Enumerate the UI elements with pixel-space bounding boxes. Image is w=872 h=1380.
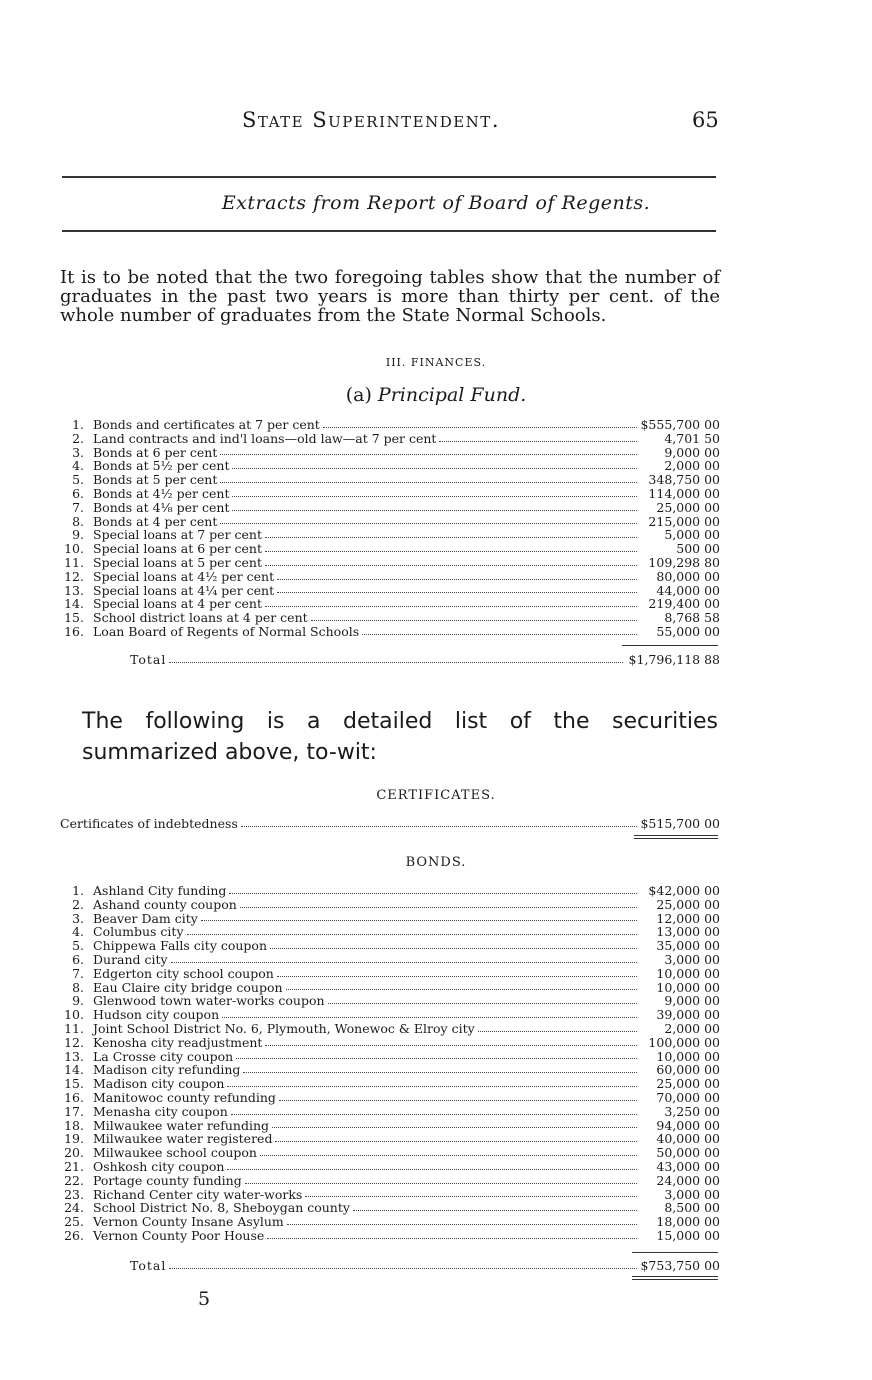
row-label: Special loans at 4 per cent <box>93 596 262 612</box>
fund-row <box>60 515 720 529</box>
row-number: 14. <box>64 596 84 612</box>
row-label: Beaver Dam city <box>93 910 198 926</box>
row-amount: 44,000 00 <box>656 582 720 598</box>
bonds-table <box>60 884 720 1243</box>
dot-leader <box>478 1022 637 1032</box>
row-amount: 35,000 00 <box>656 938 720 954</box>
dot-leader <box>231 1105 637 1115</box>
dot-leader <box>220 446 637 456</box>
row-number: 11. <box>64 554 84 570</box>
row-number: 9. <box>72 993 84 1009</box>
row-label: Special loans at 6 per cent <box>93 541 262 557</box>
row-amount: 94,000 00 <box>656 1117 720 1133</box>
bond-row <box>60 1077 720 1091</box>
bond-row <box>60 1132 720 1146</box>
row-number: 16. <box>64 623 84 639</box>
row-number: 20. <box>64 1145 84 1161</box>
row-number: 18. <box>64 1117 84 1133</box>
row-number: 15. <box>64 610 84 626</box>
row-amount: 2,000 00 <box>664 1020 720 1036</box>
bond-row <box>60 1022 720 1036</box>
bonds-total-amount: $753,750 00 <box>640 1258 720 1273</box>
certificates-leader <box>241 816 637 827</box>
row-number: 3. <box>72 444 84 460</box>
bond-row <box>60 1229 720 1243</box>
row-number: 26. <box>64 1227 84 1243</box>
row-label: School district loans at 4 per cent <box>93 610 308 626</box>
bonds-total-rule-2 <box>632 1279 718 1280</box>
dot-leader <box>362 625 637 635</box>
fund-row <box>60 459 720 473</box>
running-head: State Superintendent. <box>242 108 500 132</box>
bond-row <box>60 1091 720 1105</box>
bond-row <box>60 953 720 967</box>
principal-total-rule <box>622 645 718 646</box>
bond-row <box>60 898 720 912</box>
principal-total-row <box>60 652 720 667</box>
dot-leader <box>323 418 637 428</box>
row-amount: 4,701 50 <box>664 430 720 446</box>
dot-leader <box>201 912 637 922</box>
certificates-rule-2 <box>634 838 718 839</box>
row-amount: 2,000 00 <box>664 458 720 474</box>
row-label: Land contracts and ind'l loans—old law—at 7 per cent <box>93 430 437 446</box>
row-amount: $42,000 00 <box>648 883 720 898</box>
fund-row <box>60 611 720 625</box>
row-amount: 25,000 00 <box>656 499 720 515</box>
row-number: 15. <box>64 1076 84 1092</box>
dot-leader <box>275 1132 637 1142</box>
bond-row <box>60 994 720 1008</box>
dot-leader <box>279 1091 637 1101</box>
securities-intro: The following is a detailed list of the securities summarized above, to-wit: <box>82 709 718 765</box>
row-amount: 3,000 00 <box>664 1186 720 1202</box>
certificates-heading: CERTIFICATES. <box>376 788 496 803</box>
row-amount: 8,500 00 <box>664 1200 720 1216</box>
row-amount: 219,400 00 <box>648 596 720 612</box>
bonds-heading: BONDS. <box>405 855 467 870</box>
row-label: Richand Center city water-works <box>93 1186 303 1202</box>
row-number: 1. <box>72 883 84 898</box>
row-amount: 348,750 00 <box>648 472 720 488</box>
top-rule <box>62 176 716 178</box>
bond-row <box>60 939 720 953</box>
dot-leader <box>227 1077 637 1087</box>
row-number: 5. <box>72 938 84 954</box>
dot-leader <box>243 1063 637 1073</box>
principal-total-leader <box>169 652 623 663</box>
row-label: Edgerton city school coupon <box>93 965 274 981</box>
row-label: Bonds at 4 per cent <box>93 513 218 529</box>
certificates-label: Certificates of indebtedness <box>60 816 238 831</box>
row-amount: 109,298 80 <box>648 554 720 570</box>
row-number: 14. <box>64 1062 84 1078</box>
dot-leader <box>245 1174 637 1184</box>
bond-row <box>60 1063 720 1077</box>
dot-leader <box>286 981 637 991</box>
dot-leader <box>265 1036 637 1046</box>
row-amount: 24,000 00 <box>656 1172 720 1188</box>
bond-row <box>60 1215 720 1229</box>
row-label: Kenosha city readjustment <box>93 1034 263 1050</box>
row-number: 4. <box>72 458 84 474</box>
signature-mark: 5 <box>198 1288 211 1310</box>
bond-row <box>60 1036 720 1050</box>
bond-row <box>60 912 720 926</box>
fund-row <box>60 556 720 570</box>
dot-leader <box>328 994 637 1004</box>
row-label: Hudson city coupon <box>93 1007 220 1023</box>
row-amount: 39,000 00 <box>656 1007 720 1023</box>
row-label: Menasha city coupon <box>93 1103 228 1119</box>
certificates-row <box>60 816 720 831</box>
row-label: Bonds at 5½ per cent <box>93 458 230 474</box>
row-amount: 25,000 00 <box>656 896 720 912</box>
bond-row <box>60 1174 720 1188</box>
row-number: 13. <box>64 1048 84 1064</box>
row-label: Manitowoc county refunding <box>93 1089 276 1105</box>
dot-leader <box>220 473 637 483</box>
row-number: 13. <box>64 582 84 598</box>
row-number: 25. <box>64 1214 84 1230</box>
intro-paragraph: It is to be noted that the two foregoing tables show that the number of graduates in the past two years is more than thirty per cent. of the whole number of graduates from the State Normal Schools. <box>60 267 720 326</box>
bond-row <box>60 1119 720 1133</box>
row-label: Milwaukee school coupon <box>93 1145 257 1161</box>
row-amount: 15,000 00 <box>656 1227 720 1243</box>
row-number: 12. <box>64 1034 84 1050</box>
dot-leader <box>267 1229 637 1239</box>
row-number: 3. <box>72 910 84 926</box>
fund-row <box>60 501 720 515</box>
bond-row <box>60 1201 720 1215</box>
bond-row <box>60 1105 720 1119</box>
bond-row <box>60 981 720 995</box>
bond-row <box>60 884 720 898</box>
row-label: Milwaukee water refunding <box>93 1117 270 1133</box>
row-amount: 10,000 00 <box>656 979 720 995</box>
dot-leader <box>439 432 637 442</box>
dot-leader <box>220 515 637 525</box>
row-amount: 80,000 00 <box>656 568 720 584</box>
bond-row <box>60 1188 720 1202</box>
dot-leader <box>260 1146 637 1156</box>
row-label: Bonds at 6 per cent <box>93 444 218 460</box>
dot-leader <box>222 1008 637 1018</box>
row-label: Loan Board of Regents of Normal Schools <box>93 623 360 639</box>
row-label: Ashland City funding <box>93 883 227 898</box>
row-number: 6. <box>72 485 84 501</box>
row-label: Madison city refunding <box>93 1062 241 1078</box>
row-label: School District No. 8, Sheboygan county <box>93 1200 350 1216</box>
principal-total-label: Total <box>130 652 167 667</box>
row-label: Vernon County Insane Asylum <box>93 1214 284 1230</box>
principal-fund-title: Principal Fund. <box>377 384 527 406</box>
principal-total-amount: $1,796,118 88 <box>628 652 720 667</box>
row-amount: 40,000 00 <box>656 1131 720 1147</box>
row-label: Vernon County Poor House <box>93 1227 265 1243</box>
row-number: 22. <box>64 1172 84 1188</box>
row-label: Eau Claire city bridge coupon <box>93 979 283 995</box>
bonds-total-row <box>60 1258 720 1273</box>
row-amount: 215,000 00 <box>648 513 720 529</box>
fund-row <box>60 418 720 432</box>
fund-row <box>60 528 720 542</box>
row-amount: 5,000 00 <box>664 527 720 543</box>
subtitle-rule <box>62 230 716 232</box>
dot-leader <box>227 1160 637 1170</box>
row-amount: 55,000 00 <box>656 623 720 639</box>
fund-row <box>60 473 720 487</box>
row-label: Special loans at 4¼ per cent <box>93 582 275 598</box>
row-label: Portage county funding <box>93 1172 242 1188</box>
dot-leader <box>265 528 637 538</box>
row-label: Special loans at 7 per cent <box>93 527 262 543</box>
dot-leader <box>353 1201 637 1211</box>
fund-row <box>60 570 720 584</box>
fund-row <box>60 542 720 556</box>
row-number: 23. <box>64 1186 84 1202</box>
certificates-amount: $515,700 00 <box>640 816 720 831</box>
row-amount: 10,000 00 <box>656 965 720 981</box>
row-amount: 8,768 58 <box>664 610 720 626</box>
row-number: 24. <box>64 1200 84 1216</box>
dot-leader <box>187 925 637 935</box>
bonds-total-leader <box>169 1258 637 1269</box>
row-amount: 50,000 00 <box>656 1145 720 1161</box>
row-amount: 12,000 00 <box>656 910 720 926</box>
bond-row <box>60 1050 720 1064</box>
dot-leader <box>229 884 637 894</box>
row-number: 1. <box>72 417 84 432</box>
row-number: 4. <box>72 924 84 940</box>
dot-leader <box>311 611 637 621</box>
fund-row <box>60 584 720 598</box>
row-number: 10. <box>64 541 84 557</box>
principal-fund-prefix: (a) <box>345 384 372 406</box>
row-number: 7. <box>72 965 84 981</box>
row-label: Bonds at 4½ per cent <box>93 485 230 501</box>
bond-row <box>60 1008 720 1022</box>
bonds-total-rule <box>632 1252 718 1253</box>
row-number: 6. <box>72 951 84 967</box>
row-number: 2. <box>72 896 84 912</box>
row-label: Special loans at 4½ per cent <box>93 568 275 584</box>
row-amount: 70,000 00 <box>656 1089 720 1105</box>
row-amount: 13,000 00 <box>656 924 720 940</box>
bonds-total-label: Total <box>130 1258 167 1273</box>
bond-row <box>60 1160 720 1174</box>
row-label: Columbus city <box>93 924 184 940</box>
dot-leader <box>270 939 637 949</box>
dot-leader <box>232 487 637 497</box>
dot-leader <box>277 584 637 594</box>
row-number: 19. <box>64 1131 84 1147</box>
row-amount: 60,000 00 <box>656 1062 720 1078</box>
finances-heading: III. FINANCES. <box>385 356 487 369</box>
certificates-rule-1 <box>634 835 718 836</box>
dot-leader <box>232 459 637 469</box>
row-label: Glenwood town water-works coupon <box>93 993 325 1009</box>
row-number: 17. <box>64 1103 84 1119</box>
fund-row <box>60 446 720 460</box>
row-number: 2. <box>72 430 84 446</box>
row-amount: 9,000 00 <box>664 444 720 460</box>
dot-leader <box>272 1119 637 1129</box>
row-amount: 500 00 <box>676 541 720 557</box>
dot-leader <box>265 556 637 566</box>
principal-fund-heading <box>0 384 872 406</box>
row-number: 12. <box>64 568 84 584</box>
row-amount: $555,700 00 <box>640 417 720 432</box>
row-amount: 25,000 00 <box>656 1076 720 1092</box>
dot-leader <box>171 953 637 963</box>
row-amount: 18,000 00 <box>656 1214 720 1230</box>
row-label: La Crosse city coupon <box>93 1048 234 1064</box>
fund-row <box>60 625 720 639</box>
section-subtitle: Extracts from Report of Board of Regents. <box>221 192 651 214</box>
row-amount: 3,250 00 <box>664 1103 720 1119</box>
dot-leader <box>265 597 637 607</box>
row-label: Durand city <box>93 951 168 967</box>
row-label: Oshkosh city coupon <box>93 1158 225 1174</box>
row-number: 7. <box>72 499 84 515</box>
row-amount: 10,000 00 <box>656 1048 720 1064</box>
bond-row <box>60 925 720 939</box>
dot-leader <box>232 501 637 511</box>
dot-leader <box>305 1188 637 1198</box>
row-label: Milwaukee water registered <box>93 1131 273 1147</box>
row-label: Ashand county coupon <box>93 896 237 912</box>
dot-leader <box>277 570 637 580</box>
row-number: 8. <box>72 979 84 995</box>
row-label: Joint School District No. 6, Plymouth, Wonewoc & Elroy city <box>93 1020 475 1036</box>
dot-leader <box>236 1050 637 1060</box>
row-number: 10. <box>64 1007 84 1023</box>
row-number: 9. <box>72 527 84 543</box>
row-amount: 9,000 00 <box>664 993 720 1009</box>
dot-leader <box>265 542 637 552</box>
bond-row <box>60 1146 720 1160</box>
fund-row <box>60 597 720 611</box>
row-amount: 43,000 00 <box>656 1158 720 1174</box>
row-number: 21. <box>64 1158 84 1174</box>
page-number: 65 <box>692 108 719 132</box>
row-label: Bonds and certificates at 7 per cent <box>93 417 320 432</box>
bonds-total-rule-1 <box>632 1276 718 1277</box>
dot-leader <box>287 1215 637 1225</box>
row-label: Bonds at 5 per cent <box>93 472 218 488</box>
row-label: Bonds at 4⅛ per cent <box>93 499 230 515</box>
bond-row <box>60 967 720 981</box>
row-amount: 3,000 00 <box>664 951 720 967</box>
row-number: 5. <box>72 472 84 488</box>
row-amount: 114,000 00 <box>648 485 720 501</box>
principal-fund-table <box>60 418 720 639</box>
fund-row <box>60 432 720 446</box>
dot-leader <box>277 967 637 977</box>
row-number: 11. <box>64 1020 84 1036</box>
row-label: Special loans at 5 per cent <box>93 554 262 570</box>
row-number: 8. <box>72 513 84 529</box>
row-label: Chippewa Falls city coupon <box>93 938 268 954</box>
row-label: Madison city coupon <box>93 1076 225 1092</box>
row-amount: 100,000 00 <box>648 1034 720 1050</box>
row-number: 16. <box>64 1089 84 1105</box>
fund-row <box>60 487 720 501</box>
dot-leader <box>240 898 637 908</box>
